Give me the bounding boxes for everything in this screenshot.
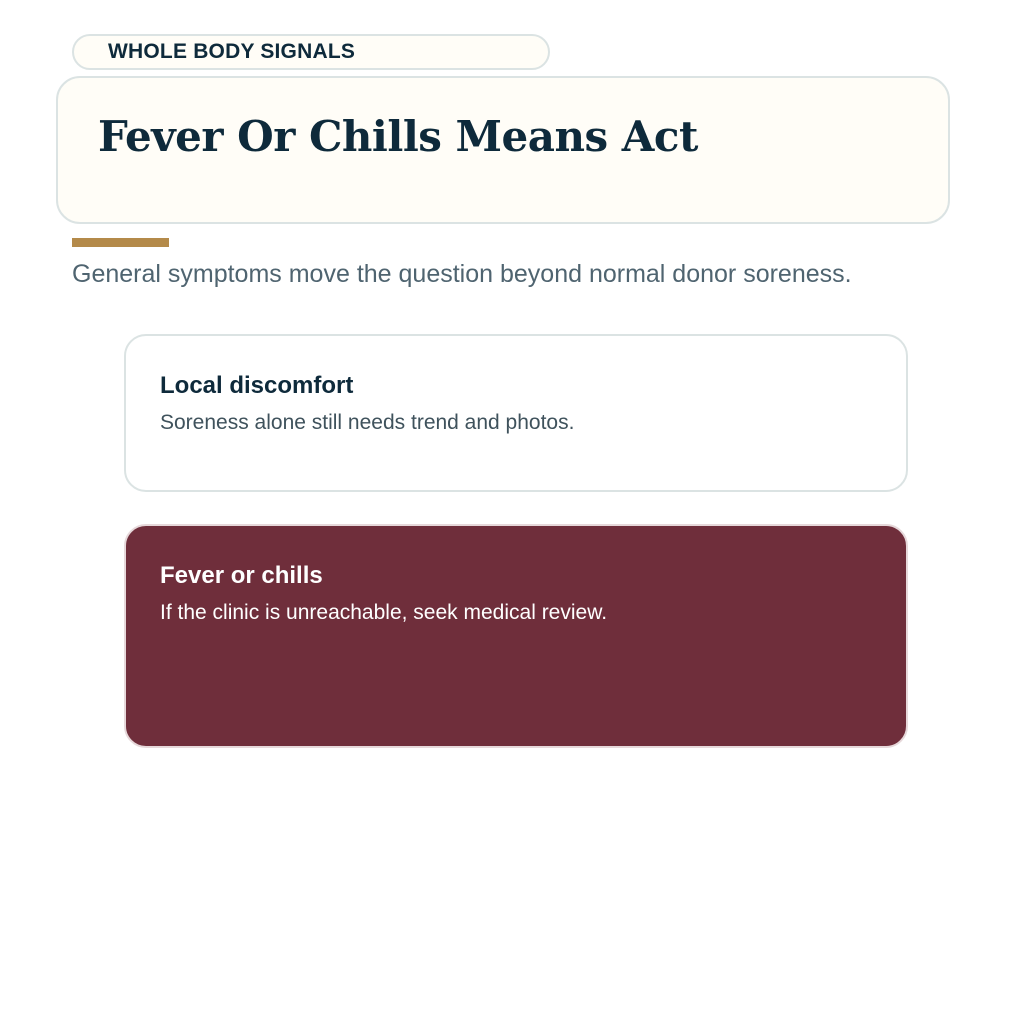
card-heading: Local discomfort <box>160 372 354 399</box>
page-title: Fever Or Chills Means Act <box>98 112 698 161</box>
accent-divider <box>72 238 169 247</box>
card-heading: Fever or chills <box>160 562 323 589</box>
section-eyebrow-label: WHOLE BODY SIGNALS <box>108 40 356 63</box>
card-local-discomfort <box>124 334 908 492</box>
page-subtitle: General symptoms move the question beyond normal donor soreness. <box>72 260 852 288</box>
section-eyebrow-pill <box>72 34 550 70</box>
card-fever-or-chills <box>124 524 908 748</box>
card-body: If the clinic is unreachable, seek medical review. <box>160 601 608 624</box>
card-body: Soreness alone still needs trend and photos. <box>160 411 575 434</box>
title-card <box>56 76 950 224</box>
